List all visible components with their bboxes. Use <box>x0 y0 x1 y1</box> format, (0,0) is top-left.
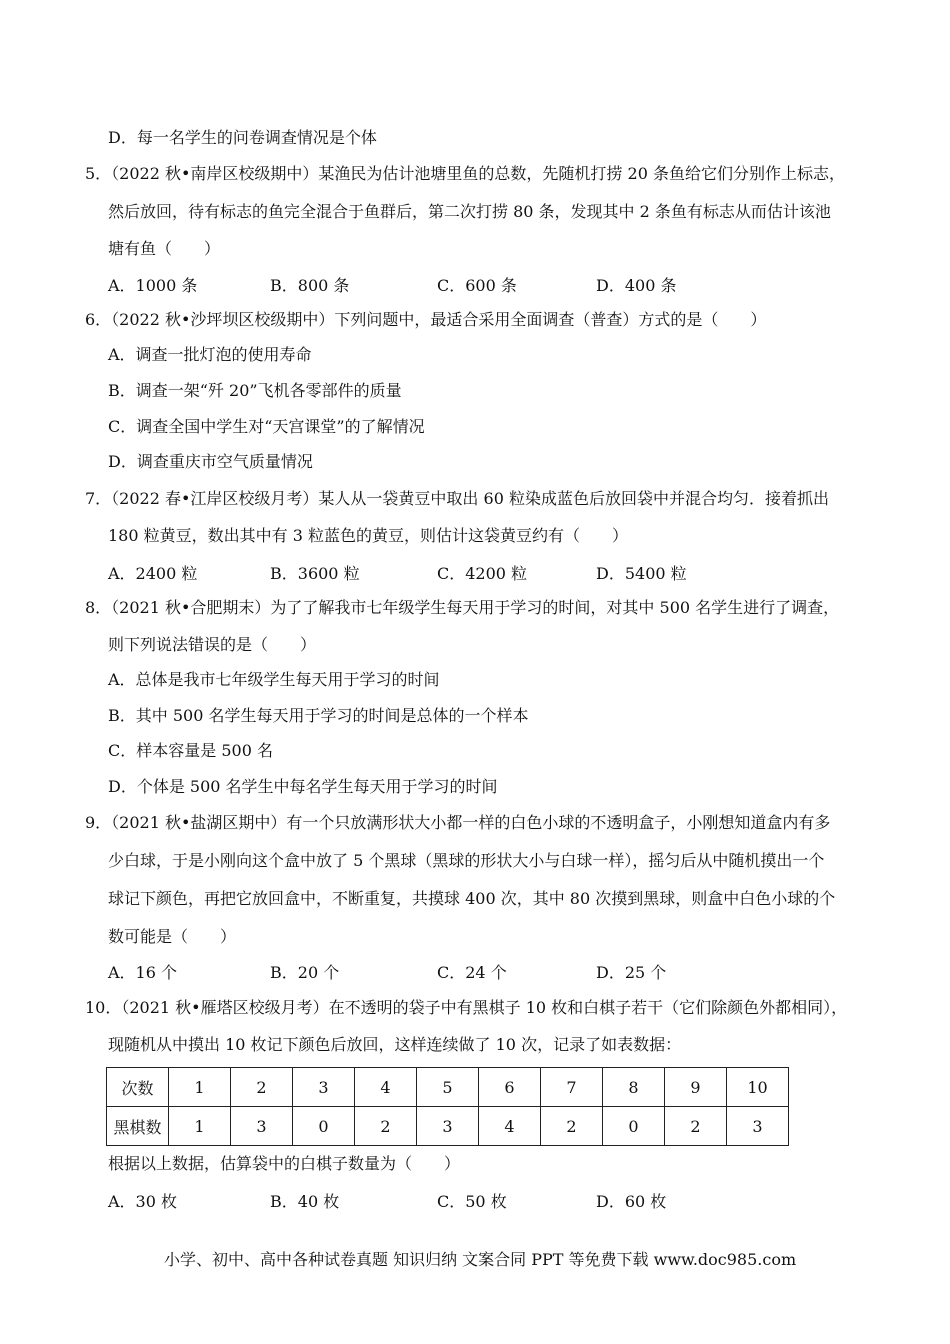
table-row-label: 次数 <box>107 1068 169 1107</box>
table-cell: 4 <box>479 1107 541 1146</box>
q9-option-b: B．20 个 <box>270 963 340 982</box>
q5-option-d: D．400 条 <box>596 276 677 295</box>
q10-stem-line1: 10．（2021 秋•雁塔区校级月考）在不透明的袋子中有黑棋子 10 枚和白棋子若干（它们除颜色外都相同）， <box>85 998 848 1017</box>
table-cell: 3 <box>293 1068 355 1107</box>
q10-stem-line3: 根据以上数据，估算袋中的白棋子数量为（ ） <box>108 1154 461 1173</box>
q8-option-b: B．其中 500 名学生每天用于学习的时间是总体的一个样本 <box>108 706 529 725</box>
table-cell: 2 <box>355 1107 417 1146</box>
q9-option-d: D．25 个 <box>596 963 667 982</box>
table-row-label: 黑棋数 <box>107 1107 169 1146</box>
table-cell: 1 <box>169 1107 231 1146</box>
q7-option-c: C．4200 粒 <box>437 564 528 583</box>
q9-option-c: C．24 个 <box>437 963 507 982</box>
table-row-black-count <box>107 1107 789 1146</box>
q5-option-b: B．800 条 <box>270 276 350 295</box>
q6-option-b: B．调查一架“歼 20”飞机各零部件的质量 <box>108 381 402 400</box>
q7-option-a: A．2400 粒 <box>108 564 198 583</box>
q8-option-d: D．个体是 500 名学生中每名学生每天用于学习的时间 <box>108 777 498 796</box>
q10-data-table <box>106 1067 789 1146</box>
table-cell: 2 <box>231 1068 293 1107</box>
q10-option-c: C．50 枚 <box>437 1192 507 1211</box>
q5-option-a: A．1000 条 <box>108 276 198 295</box>
q4-option-d: D．每一名学生的问卷调查情况是个体 <box>108 128 377 147</box>
table-cell: 1 <box>169 1068 231 1107</box>
q6-option-d: D．调查重庆市空气质量情况 <box>108 452 313 471</box>
table-cell: 2 <box>665 1107 727 1146</box>
table-cell: 3 <box>727 1107 789 1146</box>
q5-stem-line1: 5．（2022 秋•南岸区校级期中）某渔民为估计池塘里鱼的总数，先随机打捞 20 条鱼给它们分别作上标志， <box>85 164 845 183</box>
q5-option-c: C．600 条 <box>437 276 517 295</box>
q10-stem-line2: 现随机从中摸出 10 枚记下颜色后放回，这样连续做了 10 次，记录了如表数据： <box>108 1035 682 1054</box>
q5-stem-line2: 然后放回，待有标志的鱼完全混合于鱼群后，第二次打捞 80 条，发现其中 2 条鱼有标志从而估计该池 <box>108 202 831 221</box>
table-cell: 10 <box>727 1068 789 1107</box>
q10-option-d: D．60 枚 <box>596 1192 667 1211</box>
q6-option-a: A．调查一批灯泡的使用寿命 <box>108 345 312 364</box>
q7-stem-line2: 180 粒黄豆，数出其中有 3 粒蓝色的黄豆，则估计这袋黄豆约有（ ） <box>108 526 628 545</box>
table-cell: 0 <box>293 1107 355 1146</box>
table-cell: 3 <box>417 1107 479 1146</box>
q8-option-a: A．总体是我市七年级学生每天用于学习的时间 <box>108 670 440 689</box>
q8-option-c: C．样本容量是 500 名 <box>108 741 273 760</box>
q7-option-d: D．5400 粒 <box>596 564 687 583</box>
table-cell: 9 <box>665 1068 727 1107</box>
q7-stem-line1: 7．（2022 春•江岸区校级月考）某人从一袋黄豆中取出 60 粒染成蓝色后放回袋中并混合均匀．接着抓出 <box>85 489 829 508</box>
q8-stem-line2: 则下列说法错误的是（ ） <box>108 635 317 654</box>
table-cell: 6 <box>479 1068 541 1107</box>
table-cell: 4 <box>355 1068 417 1107</box>
q6-stem: 6．（2022 秋•沙坪坝区校级期中）下列问题中，最适合采用全面调查（普查）方式的是（ ） <box>85 310 767 329</box>
table-cell: 0 <box>603 1107 665 1146</box>
q7-option-b: B．3600 粒 <box>270 564 360 583</box>
q5-stem-line3: 塘有鱼（ ） <box>108 239 221 258</box>
q9-stem-line1: 9．（2021 秋•盐湖区期中）有一个只放满形状大小都一样的白色小球的不透明盒子，小刚想知道盒内有多 <box>85 813 831 832</box>
table-cell: 5 <box>417 1068 479 1107</box>
q9-option-a: A．16 个 <box>108 963 178 982</box>
table-cell: 2 <box>541 1107 603 1146</box>
q9-stem-line2: 少白球，于是小刚向这个盒中放了 5 个黑球（黑球的形状大小与白球一样），摇匀后从中随机摸出一个 <box>108 851 825 870</box>
q10-option-a: A．30 枚 <box>108 1192 178 1211</box>
q10-option-b: B．40 枚 <box>270 1192 340 1211</box>
q9-stem-line3: 球记下颜色，再把它放回盒中，不断重复，共摸球 400 次，其中 80 次摸到黑球，则盒中白色小球的个 <box>108 889 836 908</box>
table-cell: 7 <box>541 1068 603 1107</box>
page-footer: 小学、初中、高中各种试卷真题 知识归纳 文案合同 PPT 等免费下载 www.doc985.com <box>164 1250 797 1269</box>
table-cell: 3 <box>231 1107 293 1146</box>
q6-option-c: C．调查全国中学生对“天宫课堂”的了解情况 <box>108 417 425 436</box>
q9-stem-line4: 数可能是（ ） <box>108 927 237 946</box>
q8-stem-line1: 8．（2021 秋•合肥期末）为了了解我市七年级学生每天用于学习的时间，对其中 500 名学生进行了调查， <box>85 598 840 617</box>
table-cell: 8 <box>603 1068 665 1107</box>
table-row-trials <box>107 1068 789 1107</box>
